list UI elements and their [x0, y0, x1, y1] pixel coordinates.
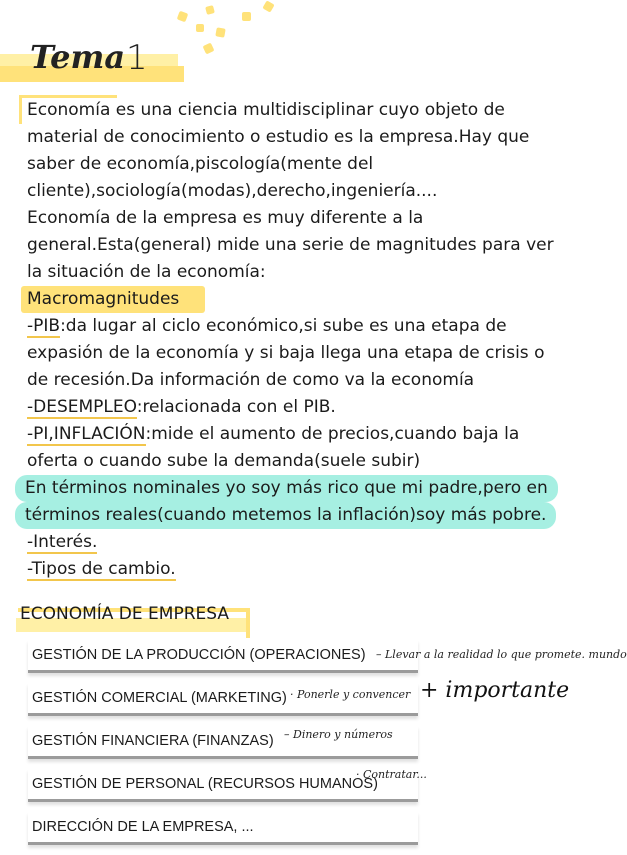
list-item: [27, 529, 587, 556]
area-label: DIRECCIÓN DE LA EMPRESA, ...: [32, 819, 254, 835]
handwritten-note: – Llevar a la realidad lo que promete. mundo: [376, 648, 627, 661]
title-word: Tema: [30, 38, 126, 76]
paragraph-line: general.Esta(general) mide una serie de magnitudes para ver: [27, 235, 554, 255]
paragraph-text: :da lugar al ciclo económico,si sube es una etapa de: [60, 316, 507, 336]
area-label: GESTIÓN FINANCIERA (FINANZAS): [32, 733, 274, 749]
paragraph-line: [27, 421, 587, 448]
section-title: ECONOMÍA DE EMPRESA: [20, 604, 229, 624]
management-areas-list: [28, 640, 598, 855]
handwritten-note: · Contratar...: [356, 768, 427, 781]
paragraph-line: [27, 97, 587, 124]
term-pib: -PIB: [27, 316, 61, 336]
paragraph-line: cliente),sociología(modas),derecho,ingeniería....: [27, 181, 438, 201]
title-number: 1: [126, 38, 148, 78]
handwritten-important: + importante: [420, 678, 570, 703]
term-inflacion: -PI,INFLACIÓN: [27, 424, 146, 444]
paragraph-line: material de conocimiento o estudio es la empresa.Hay que: [27, 127, 530, 147]
page-title: [0, 20, 190, 78]
paragraph-line: Economía de la empresa es muy diferente a la: [27, 208, 424, 228]
term-desempleo: -DESEMPLEO: [27, 397, 137, 417]
teal-highlight-2: términos reales(cuando metemos la inflación)soy más pobre.: [15, 502, 556, 529]
handwritten-note: · Ponerle y convencer: [290, 688, 411, 701]
paragraph-line: [27, 313, 587, 340]
paragraph-text: es una ciencia multidisciplinar cuyo objeto de: [110, 100, 505, 120]
item-tipos: -Tipos de cambio.: [27, 559, 176, 579]
section-header: [20, 604, 229, 624]
teal-highlight-1: En términos nominales yo soy más rico que mi padre,pero en: [15, 475, 558, 502]
macro-heading-line: [27, 286, 587, 313]
paragraph-line: la situación de la economía:: [27, 262, 266, 282]
list-item: [27, 556, 587, 583]
macro-heading: Macromagnitudes: [21, 286, 205, 313]
area-label: GESTIÓN DE LA PRODUCCIÓN (OPERACIONES): [32, 647, 366, 663]
notes-body: [27, 97, 587, 583]
paragraph-line: de recesión.Da información de como va la economía: [27, 370, 475, 390]
area-card: [28, 640, 418, 673]
handwritten-note: – Dinero y números: [284, 728, 393, 741]
term-economia: Economía: [27, 97, 110, 124]
paragraph-line: oferta o cuando sube la demanda(suele subir): [27, 451, 421, 471]
paragraph-text: :relacionada con el PIB.: [136, 397, 336, 417]
paragraph-line: expasión de la economía y si baja llega una etapa de crisis o: [27, 343, 545, 363]
item-interes: -Interés.: [27, 532, 98, 552]
area-label: GESTIÓN COMERCIAL (MARKETING): [32, 690, 287, 706]
paragraph-text: :mide el aumento de precios,cuando baja la: [145, 424, 520, 444]
paragraph-line: saber de economía,piscología(mente del: [27, 154, 374, 174]
area-card: [28, 812, 418, 845]
highlighted-line: [27, 502, 587, 529]
paragraph-line: [27, 394, 587, 421]
highlighted-line: [27, 475, 587, 502]
area-label: GESTIÓN DE PERSONAL (RECURSOS HUMANOS): [32, 776, 378, 792]
